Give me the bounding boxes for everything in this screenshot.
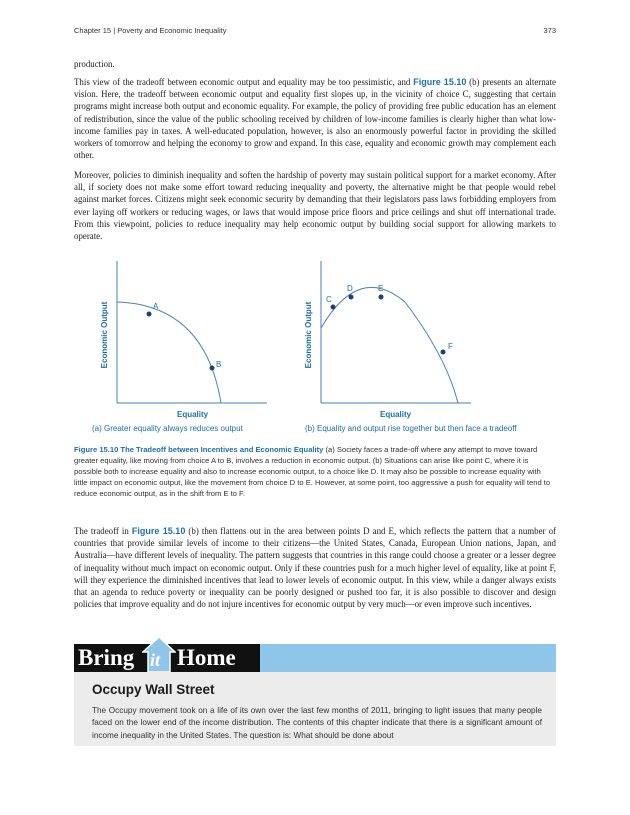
chart-a-subtitle: (a) Greater equality always reduces output [92,424,243,433]
paragraph-text: (b) then flattens out in the area between points D and E, which reflects the pattern that a number of countries that provide similar levels of income to their citizens—the United States, Canada, European Union nations, Japan, and Australia—have different levels of inequality. The pattern suggests that countries in this range could choose a greater or a lesser degree of inequality without much impact on economic output. Only if these countries push for a much higher level of equality, like at point F, will they experience the diminished incentives that lead to lower levels of economic output. In this view, while a danger always exists that an agenda to reduce poverty or inequality can be poorly designed or pushed too far, it is also possible to discover and design policies that improve equality and do not injure incentives for economic output by very much—or even improve such incentives. [74,526,556,610]
page-header [74,26,556,38]
paragraph-alternate-vision [74,76,556,161]
chart-b-subtitle: (b) Equality and output rise together but then face a tradeoff [305,424,517,433]
figure-caption [74,444,556,499]
point-c-marker [331,305,336,310]
banner-word-it: it [150,650,161,670]
caption-title: Figure 15.10 The Tradeoff between Incentives and Economic Equality [74,445,324,454]
bring-it-home-banner [74,644,556,672]
banner-word-bring: Bring [78,645,135,670]
point-e-marker [379,295,384,300]
banner-word-home: Home [177,645,236,670]
tradeoff-charts [74,255,556,440]
page-number: 373 [543,26,556,35]
point-f-marker [441,350,446,355]
point-e-label: E [378,284,384,293]
point-b-marker [210,366,215,371]
chapter-title: Chapter 15 | Poverty and Economic Inequality [74,26,227,35]
figure-link[interactable]: Figure 15.10 [413,77,467,87]
point-c-label: C [326,295,332,304]
point-f-label: F [448,342,453,351]
chart-a [92,261,267,433]
paragraph-text: The tradeoff in [74,526,132,536]
banner-accent-bar [260,644,556,672]
paragraph-political-support: Moreover, policies to diminish inequality and soften the hardship of poverty may sustain political support for a market economy. After all, if society does not make some effort toward reducing inequality and poverty, the alternative might be that people would rebel against market forces. Citizens might seek economic security by demanding that their legislators pass laws forbidding employers from ever laying off workers or reducing wages, or laws that would impose price floors and price ceilings and shut off international trade. From this viewpoint, policies to reduce inequality may help economic output by building social support for allowing markets to operate. [74,170,556,242]
bring-it-home-box [74,672,556,746]
feature-title: Occupy Wall Street [92,682,215,697]
tradeoff-curve [321,287,458,403]
paragraph-production: production. [74,59,115,69]
figure-link[interactable]: Figure 15.10 [131,526,186,536]
feature-text: The Occupy movement took on a life of its own over the last few months of 2011, bringing to light issues that many people faced on the lower end of the income distribution. The contents of this chapter indicate that there is a significant amount of income inequality in the United States. The question is: What should be done about [92,706,542,740]
tradeoff-curve [117,302,221,403]
point-d-label: D [347,284,353,293]
y-axis-label: Economic Output [100,301,109,369]
paragraph-text: This view of the tradeoff between economic output and equality may be too pessimistic, and [74,77,414,87]
paragraph-text: (b) presents an alternate vision. Here, the tradeoff between economic output and equality first slopes up, in the vicinity of choice C, suggesting that certain programs might increase both output and economic equality. For example, the policy of providing free public education has an element of redistribution, since the value of the public schooling received by children of low-income families is clearly higher than what low-income families pay in taxes. A well-educated population, however, is also an enormously powerful factor in providing the skilled workers of tomorrow and helping the economy to grow and expand. In this case, equality and economic growth may complement each other. [74,77,556,161]
figure-15-10 [74,255,556,440]
y-axis-label: Economic Output [304,301,313,369]
caption-text: (a) Society faces a trade-off where any attempt to move toward greater equality, like moving from choice A to B, involves a reduction in economic output. (b) Situations can arise like point C, where it is possible both to increase equality and also to increase economic output, to a choice like D. It may also be possible to increase equality with little impact on economic output, like the movement from choice D to E. However, at some point, too aggressive a push for equality will tend to reduce economic output, as in the shift from E to F. [74,445,551,498]
point-d-marker [349,295,354,300]
point-a-marker [147,312,152,317]
point-a-label: A [153,302,159,311]
paragraph-flattens-out [74,525,556,610]
point-b-label: B [216,360,222,369]
x-axis-label: Equality [177,410,209,419]
x-axis-label: Equality [380,410,412,419]
chart-b [304,261,517,433]
